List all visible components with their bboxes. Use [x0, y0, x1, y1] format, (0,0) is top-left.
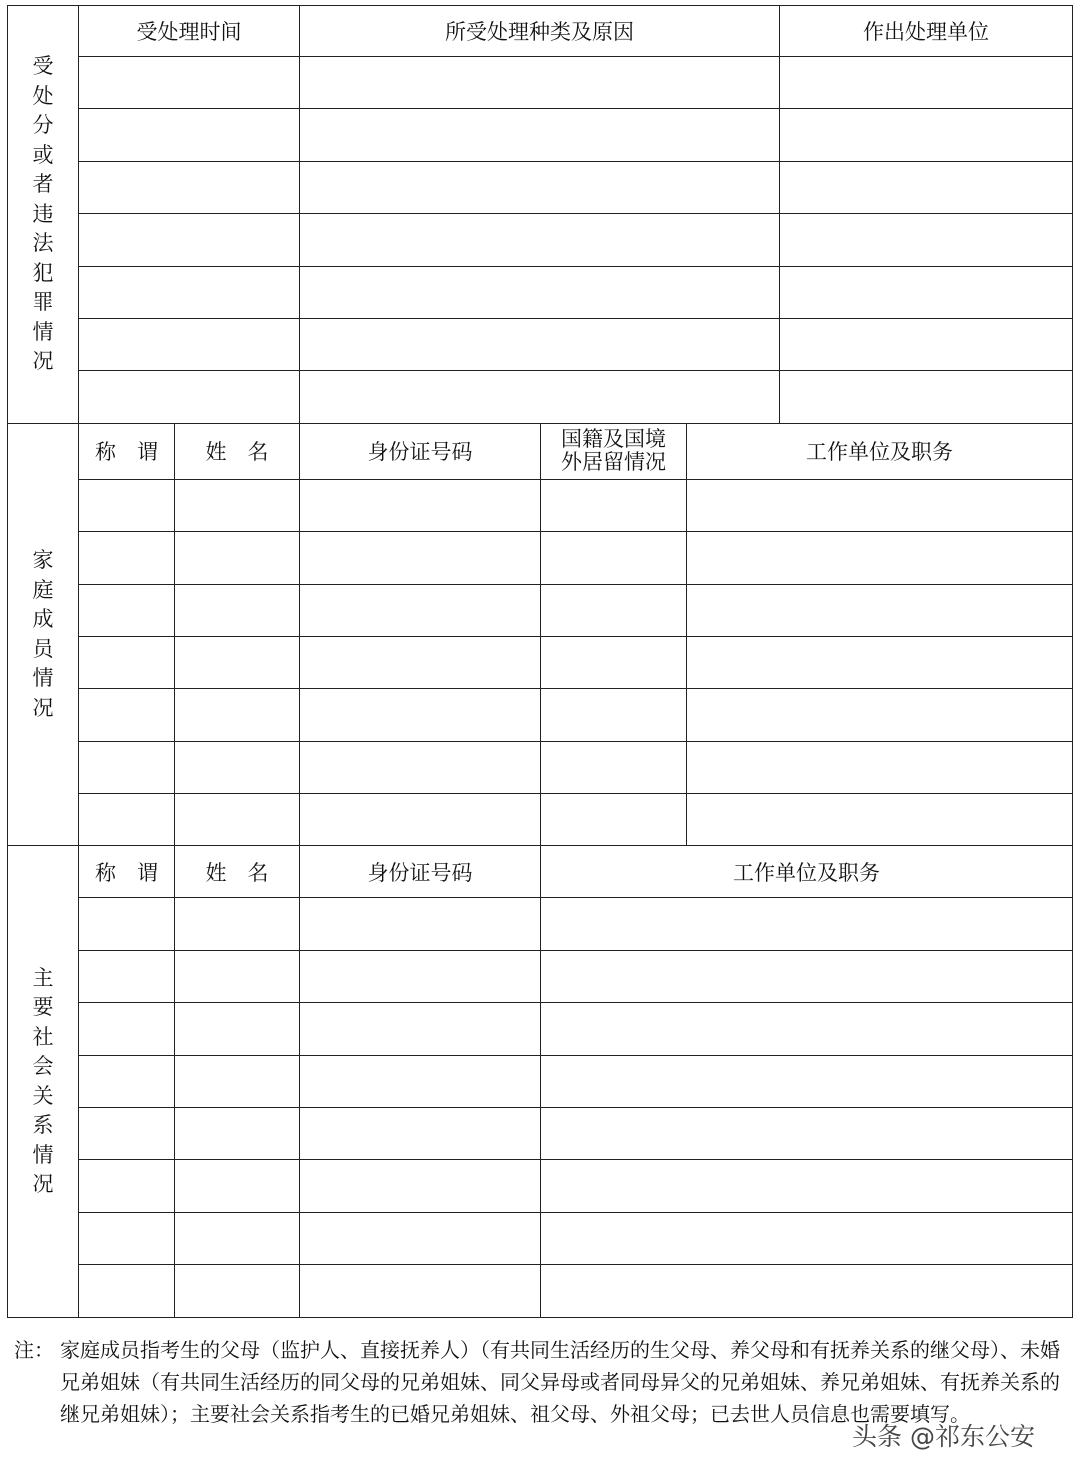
work-unit-cell[interactable]: [687, 794, 1073, 846]
name-cell[interactable]: [175, 532, 300, 584]
processing-unit-cell[interactable]: [780, 57, 1073, 109]
nationality-cell[interactable]: [541, 689, 687, 741]
relation-cell[interactable]: [79, 950, 175, 1002]
section3-header-row: [8, 846, 1073, 898]
header-work-unit-position: 工作单位及职务: [687, 423, 1073, 479]
processing-unit-cell[interactable]: [780, 161, 1073, 213]
work-unit-cell[interactable]: [541, 1212, 1073, 1264]
section2-header-row: [8, 423, 1073, 479]
section3-row: [8, 1265, 1073, 1317]
relation-cell[interactable]: [79, 479, 175, 531]
relation-cell[interactable]: [79, 689, 175, 741]
section1-row: [8, 371, 1073, 423]
header-work-unit-position: 工作单位及职务: [541, 846, 1073, 898]
header-nationality-residence: 国籍及国境外居留情况: [541, 423, 687, 479]
section3-row: [8, 1055, 1073, 1107]
section1-row: [8, 266, 1073, 318]
work-unit-cell[interactable]: [541, 1003, 1073, 1055]
name-cell[interactable]: [175, 794, 300, 846]
section2-row: [8, 532, 1073, 584]
section1-label: 受处分或者违法犯罪情况: [32, 54, 54, 374]
section2-label: 家庭成员情况: [32, 548, 54, 720]
section3-row: [8, 1160, 1073, 1212]
relation-cell[interactable]: [79, 636, 175, 688]
processing-time-cell[interactable]: [79, 161, 300, 213]
name-cell[interactable]: [175, 1003, 300, 1055]
id-number-cell[interactable]: [300, 741, 541, 793]
id-number-cell[interactable]: [300, 1108, 541, 1160]
section1-row: [8, 109, 1073, 161]
relation-cell[interactable]: [79, 741, 175, 793]
processing-unit-cell[interactable]: [780, 266, 1073, 318]
relation-cell[interactable]: [79, 584, 175, 636]
nationality-cell[interactable]: [541, 794, 687, 846]
name-cell[interactable]: [175, 1265, 300, 1317]
processing-time-cell[interactable]: [79, 318, 300, 370]
processing-time-cell[interactable]: [79, 266, 300, 318]
relation-cell[interactable]: [79, 898, 175, 950]
processing-time-cell[interactable]: [79, 57, 300, 109]
header-id-number: 身份证号码: [300, 846, 541, 898]
id-number-cell[interactable]: [300, 532, 541, 584]
nationality-cell[interactable]: [541, 479, 687, 531]
work-unit-cell[interactable]: [541, 950, 1073, 1002]
relation-cell[interactable]: [79, 1160, 175, 1212]
watermark: 头条 @祁东公安: [852, 1422, 1035, 1451]
id-number-cell[interactable]: [300, 584, 541, 636]
id-number-cell[interactable]: [300, 1003, 541, 1055]
id-number-cell[interactable]: [300, 950, 541, 1002]
personal-info-form-table: [7, 5, 1073, 1318]
id-number-cell[interactable]: [300, 636, 541, 688]
section2-row: [8, 584, 1073, 636]
name-cell[interactable]: [175, 1055, 300, 1107]
work-unit-cell[interactable]: [541, 898, 1073, 950]
name-cell[interactable]: [175, 689, 300, 741]
id-number-cell[interactable]: [300, 1265, 541, 1317]
name-cell[interactable]: [175, 1108, 300, 1160]
relation-cell[interactable]: [79, 1212, 175, 1264]
work-unit-cell[interactable]: [541, 1108, 1073, 1160]
header-id-number: 身份证号码: [300, 423, 541, 479]
id-number-cell[interactable]: [300, 1160, 541, 1212]
processing-unit-cell[interactable]: [780, 109, 1073, 161]
id-number-cell[interactable]: [300, 689, 541, 741]
name-cell[interactable]: [175, 950, 300, 1002]
id-number-cell[interactable]: [300, 1212, 541, 1264]
relation-cell[interactable]: [79, 1055, 175, 1107]
section1-label-cell: [8, 6, 79, 424]
section2-row: [8, 741, 1073, 793]
section3-row: [8, 1212, 1073, 1264]
section1-row: [8, 214, 1073, 266]
id-number-cell[interactable]: [300, 794, 541, 846]
work-unit-cell[interactable]: [687, 689, 1073, 741]
section2-row: [8, 794, 1073, 846]
relation-cell[interactable]: [79, 1108, 175, 1160]
section2-label-cell: [8, 423, 79, 846]
relation-cell[interactable]: [79, 1003, 175, 1055]
section3-label: 主要社会关系情况: [32, 965, 54, 1197]
nationality-cell[interactable]: [541, 584, 687, 636]
header-processing-time: 受处理时间: [79, 6, 300, 57]
name-cell[interactable]: [175, 479, 300, 531]
header-name: 姓 名: [175, 423, 300, 479]
id-number-cell[interactable]: [300, 898, 541, 950]
work-unit-cell[interactable]: [687, 741, 1073, 793]
nationality-cell[interactable]: [541, 741, 687, 793]
processing-type-reason-cell[interactable]: [300, 318, 780, 370]
section3-row: [8, 950, 1073, 1002]
processing-time-cell[interactable]: [79, 371, 300, 423]
work-unit-cell[interactable]: [687, 636, 1073, 688]
header-relation: 称 谓: [79, 423, 175, 479]
name-cell[interactable]: [175, 1212, 300, 1264]
processing-unit-cell[interactable]: [780, 318, 1073, 370]
processing-type-reason-cell[interactable]: [300, 214, 780, 266]
nationality-cell[interactable]: [541, 532, 687, 584]
footnote-text: 家庭成员指考生的父母（监护人、直接抚养人）（有共同生活经历的生父母、养父母和有抚养关系的继父母）、未婚兄弟姐妹（有共同生活经历的同父母的兄弟姐妹、同父异母或者同母异父的兄弟姐妹、养兄弟姐妹、有抚养关系的继兄弟姐妹）；主要社会关系指考生的已婚兄弟姐妹、祖父母、外祖父母；已去世人员信息也需要填写。: [60, 1338, 1060, 1426]
id-number-cell[interactable]: [300, 1055, 541, 1107]
footnote-prefix: 注：: [14, 1338, 54, 1362]
section3-row: [8, 898, 1073, 950]
processing-type-reason-cell[interactable]: [300, 109, 780, 161]
nationality-cell[interactable]: [541, 636, 687, 688]
footnote: [14, 1334, 1064, 1430]
relation-cell[interactable]: [79, 794, 175, 846]
processing-time-cell[interactable]: [79, 109, 300, 161]
processing-type-reason-cell[interactable]: [300, 57, 780, 109]
header-processing-unit: 作出处理单位: [780, 6, 1073, 57]
name-cell[interactable]: [175, 741, 300, 793]
name-cell[interactable]: [175, 584, 300, 636]
header-name: 姓 名: [175, 846, 300, 898]
relation-cell[interactable]: [79, 532, 175, 584]
section1-row: [8, 57, 1073, 109]
name-cell[interactable]: [175, 898, 300, 950]
relation-cell[interactable]: [79, 1265, 175, 1317]
name-cell[interactable]: [175, 636, 300, 688]
section1-header-row: [8, 6, 1073, 57]
section1-row: [8, 318, 1073, 370]
id-number-cell[interactable]: [300, 479, 541, 531]
work-unit-cell[interactable]: [541, 1265, 1073, 1317]
work-unit-cell[interactable]: [687, 532, 1073, 584]
section2-row: [8, 689, 1073, 741]
section1-row: [8, 161, 1073, 213]
processing-type-reason-cell[interactable]: [300, 371, 780, 423]
section3-row: [8, 1003, 1073, 1055]
work-unit-cell[interactable]: [687, 584, 1073, 636]
processing-unit-cell[interactable]: [780, 214, 1073, 266]
processing-type-reason-cell[interactable]: [300, 161, 780, 213]
section2-row: [8, 636, 1073, 688]
section3-label-cell: [8, 846, 79, 1317]
section3-row: [8, 1108, 1073, 1160]
header-relation: 称 谓: [79, 846, 175, 898]
name-cell[interactable]: [175, 1160, 300, 1212]
work-unit-cell[interactable]: [687, 479, 1073, 531]
work-unit-cell[interactable]: [541, 1055, 1073, 1107]
header-processing-type-reason: 所受处理种类及原因: [300, 6, 780, 57]
work-unit-cell[interactable]: [541, 1160, 1073, 1212]
processing-unit-cell[interactable]: [780, 371, 1073, 423]
processing-time-cell[interactable]: [79, 214, 300, 266]
processing-type-reason-cell[interactable]: [300, 266, 780, 318]
section2-row: [8, 479, 1073, 531]
